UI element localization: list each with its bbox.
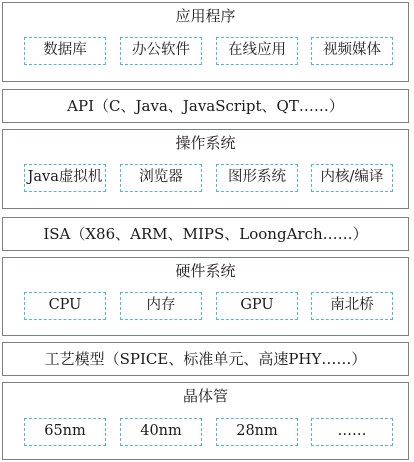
layer-applications xyxy=(2,2,409,82)
item-java-vm: Java虚拟机 xyxy=(24,164,106,192)
layer-os xyxy=(2,129,409,209)
item-memory: 内存 xyxy=(120,292,202,320)
item-office-software: 办公软件 xyxy=(120,37,202,65)
layer-api xyxy=(2,89,409,123)
layer-title-process-model: 工艺模型（SPICE、标准单元、高速PHY……） xyxy=(44,350,367,368)
item-28nm: 28nm xyxy=(216,418,298,446)
layer-isa xyxy=(2,217,409,251)
item-cpu: CPU xyxy=(24,292,106,320)
item-65nm: 65nm xyxy=(24,418,106,446)
layer-title-isa: ISA（X86、ARM、MIPS、LoongArch……） xyxy=(43,225,368,243)
item-browser: 浏览器 xyxy=(120,164,202,192)
item-40nm: 40nm xyxy=(120,418,202,446)
item-gpu: GPU xyxy=(216,292,298,320)
layer-title-os: 操作系统 xyxy=(175,134,236,152)
layer-title-applications: 应用程序 xyxy=(175,7,236,25)
layer-hardware xyxy=(2,257,409,336)
layer-process-model xyxy=(2,342,409,376)
item-graphics-system: 图形系统 xyxy=(216,164,298,192)
layer-title-hardware: 硬件系统 xyxy=(175,262,236,280)
item-video-media: 视频媒体 xyxy=(311,37,393,65)
layer-title-api: API（C、Java、JavaScript、QT……） xyxy=(67,97,344,115)
item-kernel-compiler: 内核/编译 xyxy=(311,164,393,192)
item-north-south-bridge: 南北桥 xyxy=(311,292,393,320)
item-more-ellipsis: …… xyxy=(311,418,393,446)
layer-transistor xyxy=(2,382,409,460)
item-online-apps: 在线应用 xyxy=(216,37,298,65)
item-database: 数据库 xyxy=(24,37,106,65)
layer-title-transistor: 晶体管 xyxy=(182,387,228,405)
